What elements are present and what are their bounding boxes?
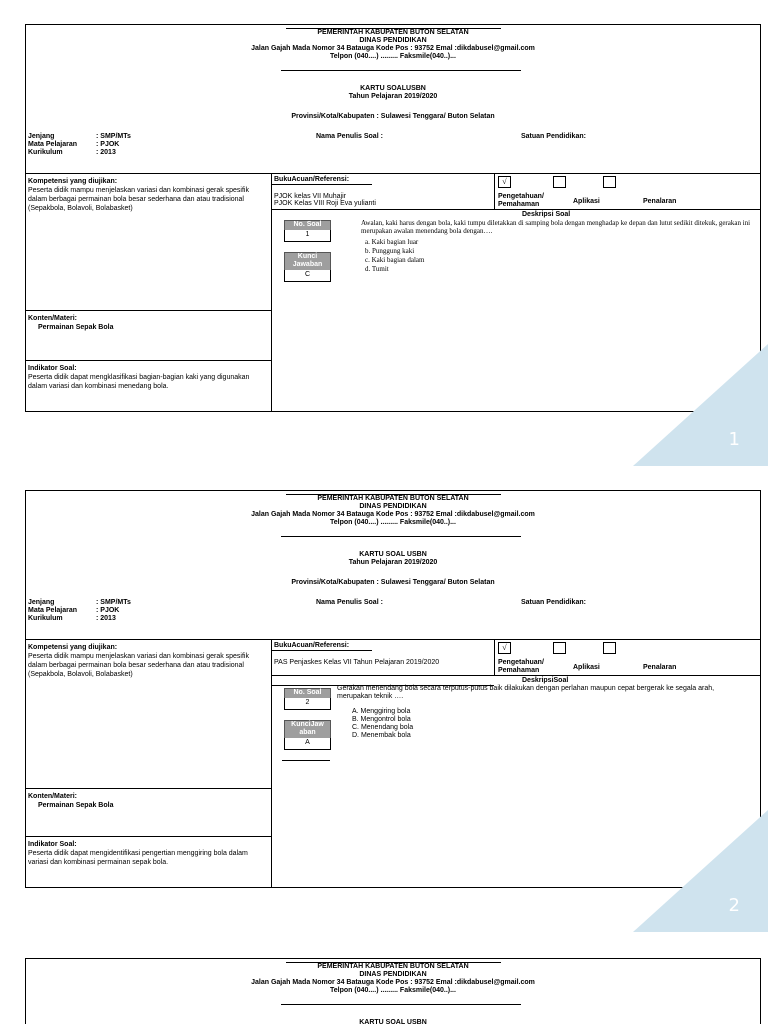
indikator-label: Indikator Soal:: [28, 841, 77, 848]
card-header: [26, 25, 760, 174]
level-aplikasi: Aplikasi: [573, 198, 600, 205]
option-b: B. Mengontrol bola: [352, 716, 411, 723]
card-header: [26, 491, 760, 640]
province: Provinsi/Kota/Kabupaten : Sulawesi Tenggara/ Buton Selatan: [291, 113, 495, 120]
satuan-label: Satuan Pendidikan:: [521, 599, 586, 606]
ref-line-2: PJOK Kelas VIII Roji Eva yulianti: [274, 200, 376, 207]
page-number: 1: [728, 429, 740, 450]
ref-line-1: PAS Penjaskes Kelas VII Tahun Pelajaran 2019/2020: [274, 659, 440, 666]
option-c: C. Menendang bola: [352, 724, 414, 731]
option-b: b. Punggung kaki: [365, 247, 415, 255]
mapel-label: Mata Pelajaran: [28, 607, 78, 614]
kurikulum-value: : 2013: [96, 615, 116, 622]
option-a: A. Menggiring bola: [352, 708, 411, 715]
jenjang-value: : SMP/MTs: [96, 599, 131, 606]
deskripsi-label: Deskripsi Soal: [522, 211, 571, 218]
school-year: Tahun Pelajaran 2019/2020: [348, 93, 438, 100]
question-text: Awalan, kaki harus dengan bola, kaki tumpu diletakkan di samping bola dengan menghadap ke depan dan lutut sedikit ditekuk, gerakan ini merupakan awalan menendang bola dengan….: [361, 219, 751, 235]
mapel-value: : PJOK: [96, 141, 120, 148]
level-penalaran: Penalaran: [643, 664, 677, 671]
checkbox-aplikasi[interactable]: [553, 642, 566, 654]
level-pemahaman: Pengetahuan/ Pemahaman: [498, 659, 544, 674]
ref-line-1: PJOK kelas VII Muhajir: [274, 193, 346, 200]
kunci-value: A: [284, 738, 331, 750]
konten-text: Permainan Sepak Bola: [38, 324, 114, 331]
option-d: d. Tumit: [365, 265, 389, 273]
option-a: a. Kaki bagian luar: [365, 238, 419, 246]
konten-text: Permainan Sepak Bola: [38, 802, 114, 809]
gov-title: PEMERINTAH KABUPATEN BUTON SELATAN: [317, 963, 469, 970]
school-year: Tahun Pelajaran 2019/2020: [348, 559, 438, 566]
dept-title: DINAS PENDIDIKAN: [359, 971, 427, 978]
ref-label: BukuAcuan/Referensi:: [274, 642, 350, 649]
address: Jalan Gajah Mada Nomor 34 Batauga Kode Pos : 93752 Emal :dikdabusel@gmail.com: [251, 979, 535, 986]
cognitive-level-box: [495, 640, 760, 676]
page-number: 2: [728, 895, 740, 916]
question-text: Gerakan menendang bola secara terputus-putus baik dilakukan dengan perlahan maupun cepat bergerak ke segala arah, merupakan teknik ….: [337, 685, 715, 700]
jenjang-label: Jenjang: [28, 599, 55, 606]
indikator-label: Indikator Soal:: [28, 365, 77, 372]
dept-title: DINAS PENDIDIKAN: [359, 37, 427, 44]
option-c: c. Kaki bagian dalam: [365, 256, 425, 264]
penulis-label: Nama Penulis Soal :: [316, 599, 383, 606]
level-pemahaman: Pengetahuan/ Pemahaman: [498, 193, 544, 208]
kunci-label: KunciJaw aban: [284, 720, 331, 739]
mapel-value: : PJOK: [96, 607, 120, 614]
jenjang-label: Jenjang: [28, 133, 55, 140]
page-number-badge-1: [633, 344, 768, 466]
dept-title: DINAS PENDIDIKAN: [359, 503, 427, 510]
indikator-text: Peserta didik dapat mengklasifikasi bagian-bagian kaki yang digunakan dalam variasi dan kombinasi menedang bola.: [28, 374, 250, 390]
no-soal-label: No. Soal: [284, 220, 331, 231]
mapel-label: Mata Pelajaran: [28, 141, 78, 148]
page-number-badge-2: [633, 810, 768, 932]
options-list: [352, 708, 413, 740]
kompetensi-text: Peserta didik mampu menjelaskan variasi dan kombinasi gerak spesifik dalam berbagai permainan bola besar sederhana dan atau tradisional (Sepakbola, Bolavoli, Bolabasket): [28, 653, 249, 678]
konten-label: Konten/Materi:: [28, 315, 77, 322]
reference-box: [272, 640, 495, 676]
address: Jalan Gajah Mada Nomor 34 Batauga Kode Pos : 93752 Emal :dikdabusel@gmail.com: [251, 45, 535, 52]
checkbox-pemahaman[interactable]: √: [498, 642, 511, 654]
kurikulum-label: Kurikulum: [28, 615, 63, 622]
checkbox-pemahaman[interactable]: √: [498, 176, 511, 188]
phone: Telpon (040....) ......... Faksmile(040..)...: [330, 519, 456, 526]
province: Provinsi/Kota/Kabupaten : Sulawesi Tenggara/ Buton Selatan: [291, 579, 495, 586]
kurikulum-value: : 2013: [96, 149, 116, 156]
indikator-text: Peserta didik dapat mengidentifikasi pengertian menggiring bola dalam variasi dan kombinasi permainan sepak bola.: [28, 850, 248, 866]
kompetensi-text: Peserta didik mampu menjelaskan variasi dan kombinasi gerak spesifik dalam berbagai permainan bola besar sederhana dan atau tradisional (Sepakbola, Bolavoli, Bolabasket): [28, 187, 249, 212]
phone: Telpon (040....) ......... Faksmile(040..)...: [330, 987, 456, 994]
card-left-column: [26, 174, 272, 411]
deskripsi-label: DeskripsiSoal: [522, 677, 569, 684]
address: Jalan Gajah Mada Nomor 34 Batauga Kode Pos : 93752 Emal :dikdabusel@gmail.com: [251, 511, 535, 518]
level-penalaran: Penalaran: [643, 198, 677, 205]
checkbox-aplikasi[interactable]: [553, 176, 566, 188]
question-card-3: [25, 958, 761, 1024]
card-title: KARTU SOALUSBN: [360, 85, 426, 92]
kunci-value: C: [284, 270, 331, 282]
penulis-label: Nama Penulis Soal :: [316, 133, 383, 140]
checkbox-penalaran[interactable]: [603, 176, 616, 188]
card-title: KARTU SOAL USBN: [359, 1019, 427, 1026]
konten-label: Konten/Materi:: [28, 793, 77, 800]
option-d: D. Menembak bola: [352, 732, 411, 739]
satuan-label: Satuan Pendidikan:: [521, 133, 586, 140]
card-left-column: [26, 640, 272, 887]
ref-label: BukuAcuan/Referensi:: [274, 176, 350, 183]
reference-box: [272, 174, 495, 210]
kompetensi-label: Kompetensi yang diujikan:: [28, 644, 118, 651]
kunci-label: Kunci Jawaban: [284, 252, 331, 271]
no-soal-value: 2: [284, 698, 331, 710]
phone: Telpon (040....) ......... Faksmile(040..)...: [330, 53, 456, 60]
card-title: KARTU SOAL USBN: [359, 551, 427, 558]
jenjang-value: : SMP/MTs: [96, 133, 131, 140]
kompetensi-label: Kompetensi yang diujikan:: [28, 178, 118, 185]
options-list: [365, 238, 424, 274]
kurikulum-label: Kurikulum: [28, 149, 63, 156]
checkbox-penalaran[interactable]: [603, 642, 616, 654]
no-soal-label: No. Soal: [284, 688, 331, 699]
cognitive-level-box: [495, 174, 760, 210]
card-header: [26, 959, 760, 1025]
level-aplikasi: Aplikasi: [573, 664, 600, 671]
gov-title: PEMERINTAH KABUPATEN BUTON SELATAN: [317, 29, 469, 36]
gov-title: PEMERINTAH KABUPATEN BUTON SELATAN: [317, 495, 469, 502]
no-soal-value: 1: [284, 230, 331, 242]
